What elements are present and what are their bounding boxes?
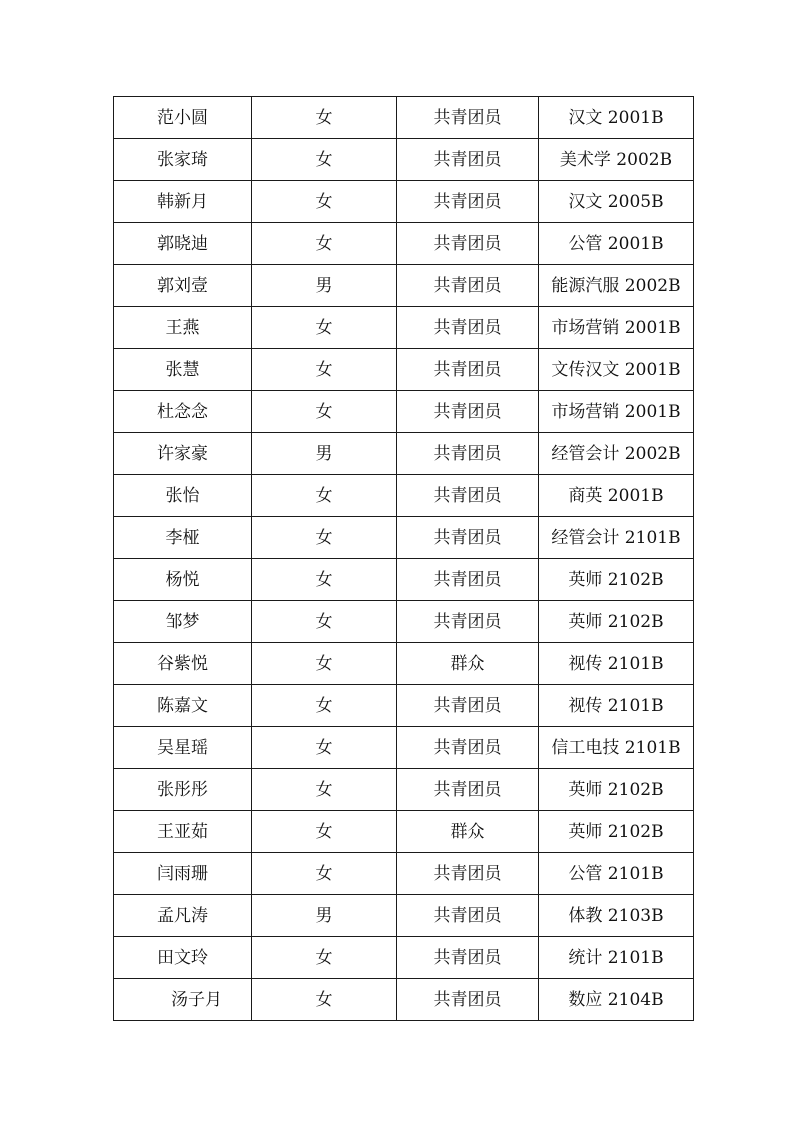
class-cell: 经管会计 2002B — [539, 433, 694, 475]
class-cell: 汉文 2001B — [539, 97, 694, 139]
table-row — [114, 223, 694, 265]
table-row — [114, 601, 694, 643]
table-row — [114, 685, 694, 727]
table-row — [114, 895, 694, 937]
political-status-cell: 共青团员 — [397, 559, 539, 601]
political-status-cell: 共青团员 — [397, 979, 539, 1021]
table-row — [114, 475, 694, 517]
gender-cell: 女 — [252, 853, 397, 895]
table-row — [114, 811, 694, 853]
roster-table-body — [114, 97, 694, 1021]
name-cell: 邹梦 — [114, 601, 252, 643]
gender-cell: 女 — [252, 727, 397, 769]
name-cell: 吴星瑶 — [114, 727, 252, 769]
gender-cell: 女 — [252, 475, 397, 517]
gender-cell: 女 — [252, 391, 397, 433]
roster-table — [113, 96, 694, 1021]
class-cell: 经管会计 2101B — [539, 517, 694, 559]
gender-cell: 女 — [252, 643, 397, 685]
gender-cell: 女 — [252, 181, 397, 223]
table-row — [114, 265, 694, 307]
political-status-cell: 共青团员 — [397, 685, 539, 727]
class-cell: 能源汽服 2002B — [539, 265, 694, 307]
political-status-cell: 共青团员 — [397, 265, 539, 307]
gender-cell: 女 — [252, 559, 397, 601]
gender-cell: 女 — [252, 979, 397, 1021]
name-cell: 汤子月 — [114, 979, 252, 1021]
table-row — [114, 559, 694, 601]
gender-cell: 女 — [252, 685, 397, 727]
name-cell: 杜念念 — [114, 391, 252, 433]
gender-cell: 男 — [252, 265, 397, 307]
table-row — [114, 97, 694, 139]
table-row — [114, 139, 694, 181]
class-cell: 英师 2102B — [539, 601, 694, 643]
table-row — [114, 349, 694, 391]
name-cell: 王燕 — [114, 307, 252, 349]
name-cell: 张家琦 — [114, 139, 252, 181]
political-status-cell: 共青团员 — [397, 475, 539, 517]
name-cell: 陈嘉文 — [114, 685, 252, 727]
gender-cell: 女 — [252, 811, 397, 853]
name-cell: 王亚茹 — [114, 811, 252, 853]
political-status-cell: 共青团员 — [397, 853, 539, 895]
class-cell: 英师 2102B — [539, 811, 694, 853]
class-cell: 美术学 2002B — [539, 139, 694, 181]
gender-cell: 女 — [252, 769, 397, 811]
table-row — [114, 307, 694, 349]
table-row — [114, 727, 694, 769]
gender-cell: 女 — [252, 139, 397, 181]
name-cell: 谷紫悦 — [114, 643, 252, 685]
table-row — [114, 853, 694, 895]
name-cell: 闫雨珊 — [114, 853, 252, 895]
class-cell: 市场营销 2001B — [539, 391, 694, 433]
name-cell: 张彤彤 — [114, 769, 252, 811]
name-cell: 范小圆 — [114, 97, 252, 139]
class-cell: 英师 2102B — [539, 769, 694, 811]
political-status-cell: 共青团员 — [397, 517, 539, 559]
political-status-cell: 共青团员 — [397, 937, 539, 979]
class-cell: 统计 2101B — [539, 937, 694, 979]
class-cell: 视传 2101B — [539, 643, 694, 685]
political-status-cell: 共青团员 — [397, 97, 539, 139]
name-cell: 李桠 — [114, 517, 252, 559]
class-cell: 市场营销 2001B — [539, 307, 694, 349]
name-cell: 许家豪 — [114, 433, 252, 475]
class-cell: 商英 2001B — [539, 475, 694, 517]
name-cell: 杨悦 — [114, 559, 252, 601]
table-row — [114, 937, 694, 979]
table-row — [114, 391, 694, 433]
gender-cell: 女 — [252, 223, 397, 265]
class-cell: 公管 2101B — [539, 853, 694, 895]
class-cell: 数应 2104B — [539, 979, 694, 1021]
gender-cell: 女 — [252, 97, 397, 139]
class-cell: 体教 2103B — [539, 895, 694, 937]
table-row — [114, 433, 694, 475]
political-status-cell: 共青团员 — [397, 601, 539, 643]
gender-cell: 男 — [252, 433, 397, 475]
political-status-cell: 群众 — [397, 643, 539, 685]
class-cell: 信工电技 2101B — [539, 727, 694, 769]
gender-cell: 男 — [252, 895, 397, 937]
class-cell: 英师 2102B — [539, 559, 694, 601]
political-status-cell: 共青团员 — [397, 391, 539, 433]
political-status-cell: 群众 — [397, 811, 539, 853]
name-cell: 田文玲 — [114, 937, 252, 979]
political-status-cell: 共青团员 — [397, 223, 539, 265]
political-status-cell: 共青团员 — [397, 433, 539, 475]
political-status-cell: 共青团员 — [397, 307, 539, 349]
name-cell: 韩新月 — [114, 181, 252, 223]
gender-cell: 女 — [252, 307, 397, 349]
class-cell: 文传汉文 2001B — [539, 349, 694, 391]
gender-cell: 女 — [252, 349, 397, 391]
class-cell: 视传 2101B — [539, 685, 694, 727]
table-row — [114, 643, 694, 685]
class-cell: 汉文 2005B — [539, 181, 694, 223]
gender-cell: 女 — [252, 937, 397, 979]
political-status-cell: 共青团员 — [397, 895, 539, 937]
name-cell: 郭晓迪 — [114, 223, 252, 265]
name-cell: 孟凡涛 — [114, 895, 252, 937]
table-row — [114, 181, 694, 223]
table-row — [114, 979, 694, 1021]
name-cell: 张怡 — [114, 475, 252, 517]
table-row — [114, 769, 694, 811]
political-status-cell: 共青团员 — [397, 769, 539, 811]
political-status-cell: 共青团员 — [397, 349, 539, 391]
political-status-cell: 共青团员 — [397, 181, 539, 223]
table-row — [114, 517, 694, 559]
political-status-cell: 共青团员 — [397, 727, 539, 769]
class-cell: 公管 2001B — [539, 223, 694, 265]
political-status-cell: 共青团员 — [397, 139, 539, 181]
name-cell: 郭刘壹 — [114, 265, 252, 307]
gender-cell: 女 — [252, 517, 397, 559]
name-cell: 张慧 — [114, 349, 252, 391]
gender-cell: 女 — [252, 601, 397, 643]
